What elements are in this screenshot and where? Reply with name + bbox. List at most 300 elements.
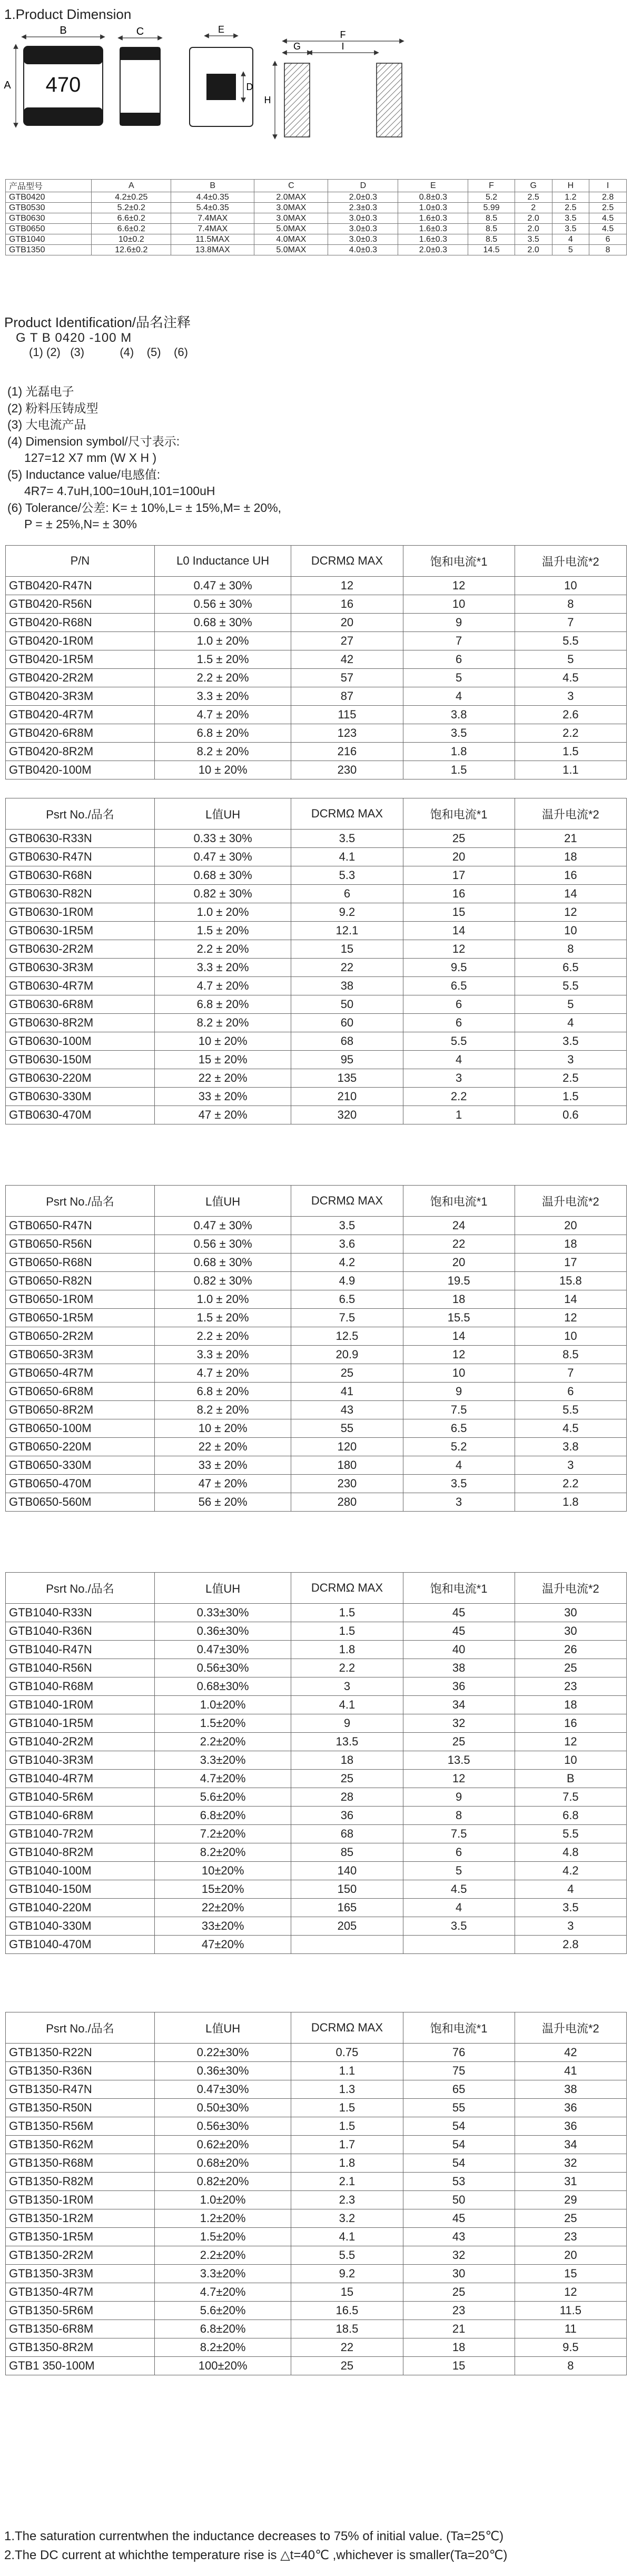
dim-table-cell: 2.8	[589, 192, 627, 203]
dim-table-cell: 产品型号	[6, 180, 92, 192]
spec-cell: 2.2 ± 20%	[154, 1327, 291, 1346]
spec-cell: 1.8	[515, 1493, 626, 1512]
spec-cell: 0.33±30%	[154, 1604, 291, 1622]
dim-table-cell: 2.0	[515, 224, 552, 234]
spec-cell: GTB0650-4R7M	[6, 1364, 155, 1383]
spec-cell: GTB0650-R56N	[6, 1235, 155, 1254]
spec-table-row	[6, 2320, 627, 2338]
dim-table-cell: 1.2	[552, 192, 589, 203]
spec-table-row	[6, 922, 627, 940]
spec-cell: GTB0420-2R2M	[6, 669, 155, 687]
dim-table-cell: 1.0±0.3	[398, 203, 468, 213]
spec-cell: 18.5	[291, 2320, 403, 2338]
spec-header-cell: DCRMΩ MAX	[291, 798, 403, 830]
spec-cell: 23	[515, 2228, 626, 2246]
spec-cell: 1.5 ± 20%	[154, 1309, 291, 1327]
explanation-line: (4) Dimension symbol/尺寸表示:	[7, 434, 180, 448]
spec-cell: 47 ± 20%	[154, 1106, 291, 1124]
product-identification-title: Product Identification/品名注释	[4, 314, 191, 330]
spec-cell: 5.5	[403, 1032, 515, 1051]
spec-table-header	[6, 546, 627, 577]
spec-cell: 8.2 ± 20%	[154, 743, 291, 761]
spec-cell: 34	[515, 2136, 626, 2154]
spec-cell: 0.82 ± 30%	[154, 1272, 291, 1290]
spec-cell: 1.5	[291, 1622, 403, 1641]
spec-header-cell: L值UH	[154, 2012, 291, 2044]
spec-cell: GTB1040-3R3M	[6, 1751, 155, 1770]
spec-cell: 8.2±20%	[154, 2338, 291, 2357]
dim-table-cell: GTB1350	[6, 245, 92, 255]
spec-cell: 15 ± 20%	[154, 1051, 291, 1069]
dim-table-cell: 2	[515, 203, 552, 213]
spec-header-cell: 温升电流*2	[515, 798, 626, 830]
spec-cell: 17	[515, 1254, 626, 1272]
spec-cell: 14	[515, 1290, 626, 1309]
spec-cell: 6.8 ± 20%	[154, 995, 291, 1014]
spec-table-row	[6, 848, 627, 866]
spec-cell: 57	[291, 669, 403, 687]
spec-header-cell: 饱和电流*1	[403, 546, 515, 577]
spec-cell: 15.5	[403, 1309, 515, 1327]
product-code-example: G T B 0420 -100 M	[16, 331, 132, 345]
spec-cell: 11.5	[515, 2302, 626, 2320]
spec-table-row	[6, 1051, 627, 1069]
spec-cell: 100±20%	[154, 2357, 291, 2375]
spec-cell: 25	[403, 2283, 515, 2302]
spec-cell: 12	[515, 1733, 626, 1751]
spec-cell: 15	[291, 2283, 403, 2302]
spec-cell: 41	[291, 1383, 403, 1401]
spec-cell: 2.2	[403, 1088, 515, 1106]
spec-cell: 1.8	[291, 1641, 403, 1659]
spec-cell: 5.5	[515, 632, 626, 650]
dim-table-cell: 8	[589, 245, 627, 255]
spec-table-row	[6, 761, 627, 779]
spec-cell: 4.7 ± 20%	[154, 977, 291, 995]
spec-cell: 22	[403, 1235, 515, 1254]
spec-cell: 8.2±20%	[154, 1843, 291, 1862]
spec-cell: 1.3	[291, 2080, 403, 2099]
spec-table-row	[6, 1290, 627, 1309]
spec-cell: GTB0420-1R0M	[6, 632, 155, 650]
spec-cell: GTB0630-2R2M	[6, 940, 155, 959]
spec-cell: 5.6±20%	[154, 2302, 291, 2320]
product-code-index: (1) (2) (3) (4) (5) (6)	[29, 346, 188, 359]
spec-cell: 4.1	[291, 1696, 403, 1714]
spec-cell: 24	[403, 1217, 515, 1235]
spec-table-row	[6, 669, 627, 687]
spec-cell: 30	[515, 1622, 626, 1641]
spec-cell: GTB1040-R56N	[6, 1659, 155, 1677]
spec-cell: 18	[515, 1235, 626, 1254]
spec-cell: 25	[291, 1770, 403, 1788]
spec-cell: 36	[403, 1677, 515, 1696]
spec-cell: GTB0630-1R5M	[6, 922, 155, 940]
spec-cell: GTB1350-R82M	[6, 2173, 155, 2191]
dim-table-cell: 8.5	[468, 213, 515, 224]
spec-cell: 210	[291, 1088, 403, 1106]
spec-cell: 32	[515, 2154, 626, 2173]
spec-cell: GTB1040-150M	[6, 1880, 155, 1899]
spec-cell	[291, 1936, 403, 1954]
spec-cell: GTB0650-6R8M	[6, 1383, 155, 1401]
spec-cell: 40	[403, 1641, 515, 1659]
spec-table-row	[6, 2117, 627, 2136]
spec-table-row	[6, 1069, 627, 1088]
spec-cell: 3.5	[515, 1899, 626, 1917]
spec-cell: 4.9	[291, 1272, 403, 1290]
spec-header-cell: DCRMΩ MAX	[291, 546, 403, 577]
spec-cell: GTB1040-470M	[6, 1936, 155, 1954]
explanation-line: P = ± 25%,N= ± 30%	[7, 517, 137, 531]
spec-table-row	[6, 885, 627, 903]
spec-table-row	[6, 2357, 627, 2375]
spec-cell: 2.6	[515, 706, 626, 724]
spec-cell: GTB0650-R82N	[6, 1272, 155, 1290]
spec-cell: 36	[515, 2117, 626, 2136]
section-title-dimension: 1.Product Dimension	[4, 6, 132, 22]
spec-cell: GTB1040-5R6M	[6, 1788, 155, 1807]
spec-cell: GTB1040-220M	[6, 1899, 155, 1917]
spec-cell: 7.2±20%	[154, 1825, 291, 1843]
dim-table-cell: 3.5	[552, 224, 589, 234]
dim-table-header	[6, 180, 627, 192]
spec-cell: 0.47 ± 30%	[154, 577, 291, 595]
spec-cell: 9	[291, 1714, 403, 1733]
spec-cell: 2.2	[515, 724, 626, 743]
spec-table-gtb0630	[5, 798, 627, 1124]
spec-table-row	[6, 2062, 627, 2080]
spec-cell: 3.5	[515, 1032, 626, 1051]
dim-table-cell: 3.5	[515, 234, 552, 245]
spec-cell: 0.56±30%	[154, 2117, 291, 2136]
spec-table-row	[6, 2136, 627, 2154]
spec-cell: 6.5	[291, 1290, 403, 1309]
spec-cell: 1.5	[291, 2099, 403, 2117]
spec-table-row	[6, 1475, 627, 1493]
spec-header-cell: DCRMΩ MAX	[291, 2012, 403, 2044]
spec-cell: 18	[515, 1696, 626, 1714]
spec-cell: 1.5±20%	[154, 1714, 291, 1733]
spec-header-cell: 温升电流*2	[515, 2012, 626, 2044]
spec-cell: 0.56±30%	[154, 1659, 291, 1677]
spec-table-row	[6, 2080, 627, 2099]
spec-cell: 68	[291, 1032, 403, 1051]
spec-cell: 1.0 ± 20%	[154, 903, 291, 922]
spec-cell: 27	[291, 632, 403, 650]
dim-table-cell: 2.0	[515, 213, 552, 224]
spec-cell: 4.8	[515, 1843, 626, 1862]
spec-cell: 19.5	[403, 1272, 515, 1290]
spec-table-row	[6, 1862, 627, 1880]
spec-cell: 3	[291, 1677, 403, 1696]
spec-cell: 6	[403, 995, 515, 1014]
spec-table-row	[6, 595, 627, 614]
spec-cell: GTB0420-4R7M	[6, 706, 155, 724]
spec-cell: 2.5	[515, 1069, 626, 1088]
spec-cell: GTB0650-1R5M	[6, 1309, 155, 1327]
spec-cell: 4.7±20%	[154, 1770, 291, 1788]
spec-cell: 3.3 ± 20%	[154, 959, 291, 977]
spec-cell: 230	[291, 761, 403, 779]
dim-table-cell: G	[515, 180, 552, 192]
spec-cell: 33±20%	[154, 1917, 291, 1936]
spec-table-gtb0650	[5, 1185, 627, 1512]
spec-table-row	[6, 743, 627, 761]
spec-table-row	[6, 614, 627, 632]
spec-cell: 16	[291, 595, 403, 614]
spec-header-cell: P/N	[6, 546, 155, 577]
spec-cell: 20	[403, 848, 515, 866]
spec-cell: 216	[291, 743, 403, 761]
dim-table-cell: 8.5	[468, 234, 515, 245]
dim-table-cell: 3.5	[552, 213, 589, 224]
spec-cell: 2.2	[515, 1475, 626, 1493]
dim-table-cell: 2.0MAX	[254, 192, 328, 203]
dim-table-cell: GTB0630	[6, 213, 92, 224]
dimension-table	[5, 179, 627, 255]
spec-cell: 3.3±20%	[154, 2265, 291, 2283]
dim-table-cell: GTB0650	[6, 224, 92, 234]
spec-header-cell: Psrt No./品名	[6, 798, 155, 830]
spec-cell: GTB0630-3R3M	[6, 959, 155, 977]
dimension-diagram	[0, 21, 632, 153]
spec-cell: 22±20%	[154, 1899, 291, 1917]
spec-table-row	[6, 1401, 627, 1419]
spec-cell: 8.2 ± 20%	[154, 1014, 291, 1032]
explanation-line: (2) 粉料压铸成型	[7, 401, 98, 415]
spec-cell: 12	[403, 940, 515, 959]
spec-cell: 0.36±30%	[154, 2062, 291, 2080]
dim-table-cell: I	[589, 180, 627, 192]
spec-cell: GTB0630-6R8M	[6, 995, 155, 1014]
spec-cell: 180	[291, 1456, 403, 1475]
spec-table-row	[6, 1272, 627, 1290]
spec-cell: 14	[403, 922, 515, 940]
spec-cell: 6	[291, 885, 403, 903]
spec-cell: 3	[403, 1069, 515, 1088]
spec-cell: 1.8	[403, 743, 515, 761]
spec-cell: 0.68 ± 30%	[154, 614, 291, 632]
spec-cell: 0.68±30%	[154, 1677, 291, 1696]
spec-cell: 5.5	[291, 2246, 403, 2265]
spec-header-cell: L0 Inductance UH	[154, 546, 291, 577]
spec-cell: 3.5	[291, 830, 403, 848]
explanation-line: (6) Tolerance/公差: K= ± 10%,L= ± 15%,M= ± 20%,	[7, 500, 282, 515]
spec-table-row	[6, 2265, 627, 2283]
spec-cell: 5.5	[515, 1825, 626, 1843]
spec-cell: 6.5	[403, 977, 515, 995]
spec-cell: GTB1350-1R0M	[6, 2191, 155, 2209]
spec-table-row	[6, 2209, 627, 2228]
spec-table-row	[6, 2302, 627, 2320]
spec-cell: 9	[403, 1383, 515, 1401]
dim-label-f: F	[340, 29, 346, 40]
spec-cell: 3.8	[515, 1438, 626, 1456]
spec-cell: 3	[515, 1456, 626, 1475]
spec-cell: 15	[291, 940, 403, 959]
explanation-line: (5) Inductance value/电感值:	[7, 467, 161, 481]
spec-cell: 120	[291, 1438, 403, 1456]
spec-cell: GTB1040-100M	[6, 1862, 155, 1880]
spec-cell: 0.47 ± 30%	[154, 1217, 291, 1235]
dim-table-row	[6, 234, 627, 245]
spec-cell: GTB1040-R47N	[6, 1641, 155, 1659]
spec-cell: 45	[403, 1604, 515, 1622]
spec-cell: 3	[515, 1917, 626, 1936]
spec-table-row	[6, 2099, 627, 2117]
spec-cell: GTB0650-1R0M	[6, 1290, 155, 1309]
spec-table-row	[6, 687, 627, 706]
spec-cell: 6	[515, 1383, 626, 1401]
spec-table-row	[6, 2191, 627, 2209]
spec-cell: 20	[403, 1254, 515, 1272]
spec-cell: GTB0420-3R3M	[6, 687, 155, 706]
dim-table-cell: 3.0MAX	[254, 203, 328, 213]
spec-cell: 65	[403, 2080, 515, 2099]
land-pattern-view	[264, 29, 402, 137]
spec-cell: 1.5	[515, 743, 626, 761]
spec-cell: 1.8	[291, 2154, 403, 2173]
spec-table-row	[6, 1770, 627, 1788]
spec-cell: GTB0650-R47N	[6, 1217, 155, 1235]
spec-cell: 5.3	[291, 866, 403, 885]
spec-cell: GTB0630-220M	[6, 1069, 155, 1088]
spec-table-row	[6, 1788, 627, 1807]
dim-table-cell: 5.4±0.35	[171, 203, 254, 213]
spec-cell: GTB1350-5R6M	[6, 2302, 155, 2320]
dim-table-row	[6, 213, 627, 224]
spec-cell: 6.8 ± 20%	[154, 1383, 291, 1401]
spec-cell: 29	[515, 2191, 626, 2209]
dim-table-cell: 6.6±0.2	[92, 224, 171, 234]
spec-header-cell: 温升电流*2	[515, 1573, 626, 1604]
spec-cell: 3.3±20%	[154, 1751, 291, 1770]
spec-cell: GTB0630-R33N	[6, 830, 155, 848]
spec-cell: GTB0420-R56N	[6, 595, 155, 614]
dim-table-cell: 3.0MAX	[254, 213, 328, 224]
spec-cell: 0.33 ± 30%	[154, 830, 291, 848]
spec-cell: 18	[403, 2338, 515, 2357]
spec-cell: 3.5	[403, 1475, 515, 1493]
spec-table-row	[6, 632, 627, 650]
dim-table-cell: GTB1040	[6, 234, 92, 245]
spec-table-row	[6, 866, 627, 885]
spec-cell: 22	[291, 959, 403, 977]
spec-cell: 4	[403, 1456, 515, 1475]
spec-cell: 123	[291, 724, 403, 743]
spec-cell: 140	[291, 1862, 403, 1880]
spec-cell: 1.0 ± 20%	[154, 1290, 291, 1309]
spec-cell: 25	[515, 1659, 626, 1677]
spec-cell: 15	[515, 2265, 626, 2283]
spec-cell: 1.5	[403, 761, 515, 779]
dim-table-cell: 5.99	[468, 203, 515, 213]
spec-cell: GTB1040-1R0M	[6, 1696, 155, 1714]
spec-cell: 8	[403, 1807, 515, 1825]
spec-cell: 4	[403, 1051, 515, 1069]
spec-cell: 12	[403, 1770, 515, 1788]
spec-cell: GTB1040-2R2M	[6, 1733, 155, 1751]
spec-cell: GTB0630-8R2M	[6, 1014, 155, 1032]
spec-table-row	[6, 2228, 627, 2246]
spec-cell: 6.8±20%	[154, 1807, 291, 1825]
spec-cell: 1.5 ± 20%	[154, 650, 291, 669]
spec-cell: 4.7±20%	[154, 2283, 291, 2302]
spec-cell: 6.8 ± 20%	[154, 724, 291, 743]
spec-cell: GTB0630-4R7M	[6, 977, 155, 995]
spec-cell: GTB1350-1R5M	[6, 2228, 155, 2246]
dim-table-cell: C	[254, 180, 328, 192]
spec-cell: 85	[291, 1843, 403, 1862]
dim-table-cell: 14.5	[468, 245, 515, 255]
spec-cell: 1.5±20%	[154, 2228, 291, 2246]
spec-cell: GTB1350-R22N	[6, 2044, 155, 2062]
dim-label-h: H	[264, 95, 271, 105]
spec-cell: 10	[515, 577, 626, 595]
dim-table-cell: 1.6±0.3	[398, 213, 468, 224]
spec-cell: 2.2	[291, 1659, 403, 1677]
spec-cell: 75	[403, 2062, 515, 2080]
spec-cell: 6	[403, 1843, 515, 1862]
spec-cell: 15.8	[515, 1272, 626, 1290]
spec-cell: 55	[291, 1419, 403, 1438]
spec-cell: 16.5	[291, 2302, 403, 2320]
spec-cell: GTB0630-330M	[6, 1088, 155, 1106]
spec-cell: GTB1040-1R5M	[6, 1714, 155, 1733]
dim-table-cell: 4.5	[589, 213, 627, 224]
spec-cell: 6.8	[515, 1807, 626, 1825]
spec-cell: 0.47 ± 30%	[154, 848, 291, 866]
spec-cell: 95	[291, 1051, 403, 1069]
dim-table-cell: 2.5	[589, 203, 627, 213]
spec-cell: 0.36±30%	[154, 1622, 291, 1641]
inductor-bottom-view	[190, 24, 253, 126]
spec-cell: 22 ± 20%	[154, 1438, 291, 1456]
spec-cell: 6	[403, 1014, 515, 1032]
spec-cell: 3.3 ± 20%	[154, 1346, 291, 1364]
spec-cell: 12	[403, 1346, 515, 1364]
spec-cell: GTB1350-3R3M	[6, 2265, 155, 2283]
spec-cell: 7.5	[403, 1825, 515, 1843]
spec-table-row	[6, 1880, 627, 1899]
spec-cell: 16	[403, 885, 515, 903]
spec-cell: GTB1350-R56M	[6, 2117, 155, 2136]
dim-table-cell: D	[328, 180, 398, 192]
spec-cell: 0.47±30%	[154, 1641, 291, 1659]
spec-cell: 7	[515, 614, 626, 632]
spec-cell: 15±20%	[154, 1880, 291, 1899]
explanation-line: 4R7= 4.7uH,100=10uH,101=100uH	[7, 484, 215, 498]
spec-cell: 0.56 ± 30%	[154, 595, 291, 614]
spec-cell: 10 ± 20%	[154, 1419, 291, 1438]
dim-table-cell: F	[468, 180, 515, 192]
spec-cell: 1.0±20%	[154, 1696, 291, 1714]
dim-table-cell: 0.8±0.3	[398, 192, 468, 203]
spec-cell: 5	[515, 995, 626, 1014]
spec-cell: GTB0630-R47N	[6, 848, 155, 866]
spec-table-row	[6, 1677, 627, 1696]
spec-table-row	[6, 2338, 627, 2357]
spec-cell: 10	[515, 1327, 626, 1346]
spec-cell: 4.5	[515, 669, 626, 687]
spec-cell: 320	[291, 1106, 403, 1124]
spec-cell: 5	[515, 650, 626, 669]
spec-cell: 15	[403, 2357, 515, 2375]
spec-cell	[403, 1936, 515, 1954]
dim-table-cell: 7.4MAX	[171, 213, 254, 224]
spec-cell: 4.2	[291, 1254, 403, 1272]
